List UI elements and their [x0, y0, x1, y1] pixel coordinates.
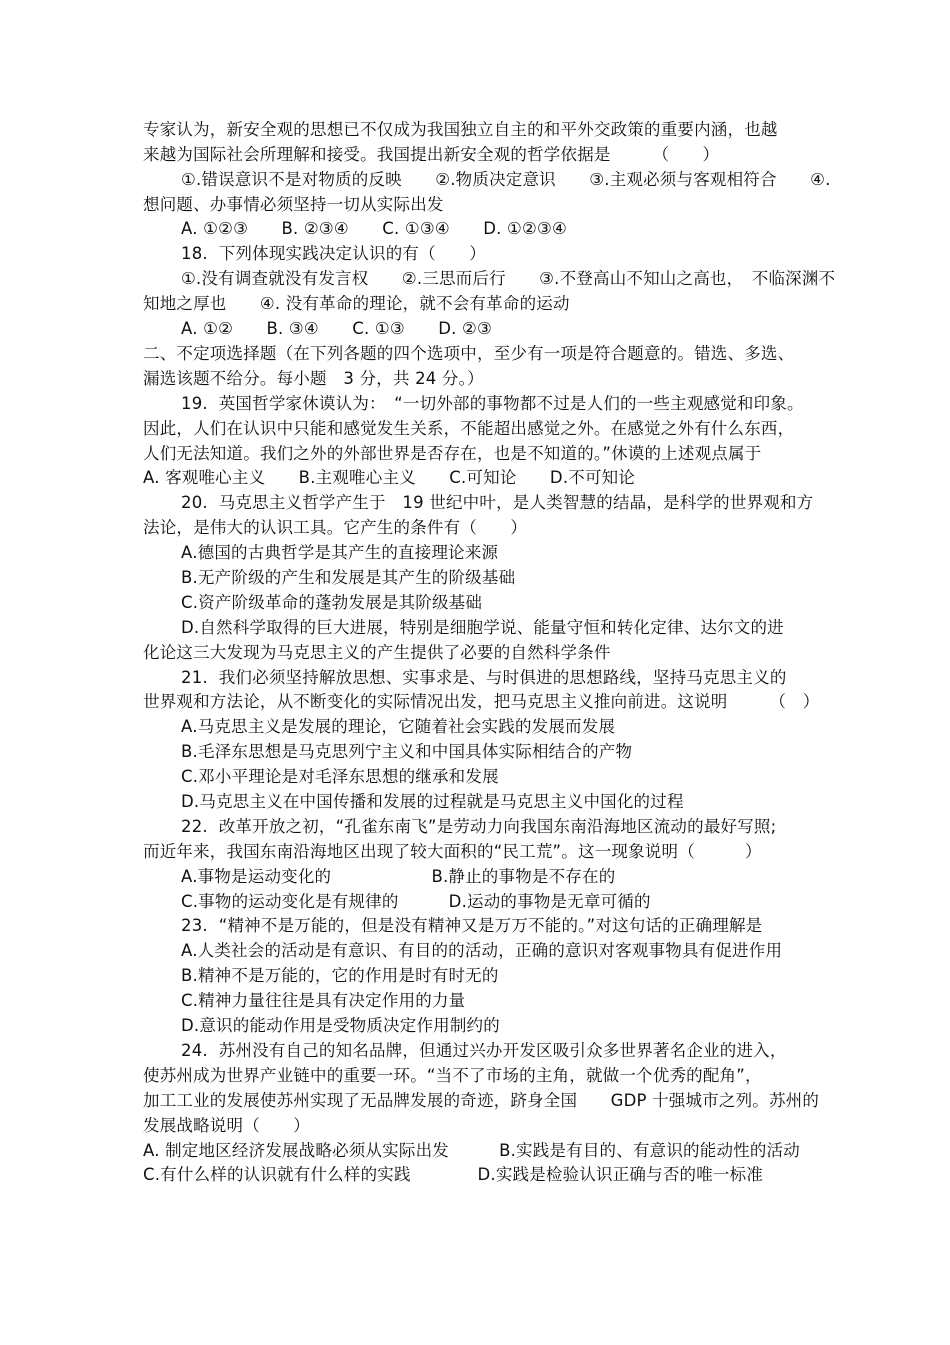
- text-line: 24. 苏州没有自己的知名品牌，但通过兴办开发区吸引众多世界著名企业的进入，: [181, 1041, 787, 1060]
- text-line: 而近年来，我国东南沿海地区出现了较大面积的“民工荒”。这一现象说明（ ）: [143, 842, 762, 861]
- text-line: C.资产阶级革命的蓬勃发展是其阶级基础: [181, 593, 483, 612]
- text-line: 法论，是伟大的认识工具。它产生的条件有（ ）: [143, 518, 528, 537]
- text-line: A. ①②③ B. ②③④ C. ①③④ D. ①②③④: [181, 219, 567, 238]
- text-line: C.精神力量往往是具有决定作用的力量: [181, 991, 466, 1010]
- text-line: A.马克思主义是发展的理论，它随着社会实践的发展而发展: [181, 717, 616, 736]
- text-line: 18. 下列体现实践决定认识的有（ ）: [181, 244, 486, 263]
- text-line: A. 客观唯心主义 B.主观唯心主义 C.可知论 D.不可知论: [143, 468, 636, 487]
- text-line: ①.错误意识不是对物质的反映 ②.物质决定意识 ③.主观必须与客观相符合 ④.: [181, 170, 831, 189]
- text-line: A. ①② B. ③④ C. ①③ D. ②③: [181, 319, 493, 338]
- text-line: 使苏州成为世界产业链中的重要一环。“当不了市场的主角，就做一个优秀的配角”，: [143, 1066, 762, 1085]
- text-line: 22. 改革开放之初，“孔雀东南飞”是劳动力向我国东南沿海地区流动的最好写照;: [181, 817, 777, 836]
- text-line: 人们无法知道。我们之外的外部世界是否存在，也是不知道的。”休谟的上述观点属于: [143, 444, 762, 463]
- text-line: A. 制定地区经济发展战略必须从实际出发 B.实践是有目的、有意识的能动性的活动: [143, 1141, 800, 1160]
- text-line: D.意识的能动作用是受物质决定作用制约的: [181, 1016, 500, 1035]
- text-line: 23. “精神不是万能的，但是没有精神又是万万不能的。”对这句话的正确理解是: [181, 916, 763, 935]
- text-line: 19. 英国哲学家休谟认为： “一切外部的事物都不过是人们的一些主观感觉和印象。: [181, 394, 804, 413]
- text-line: A.事物是运动变化的 B.静止的事物是不存在的: [181, 867, 616, 886]
- text-line: ①.没有调查就没有发言权 ②.三思而后行 ③.不登高山不知山之高也， 不临深渊不: [181, 269, 836, 288]
- text-line: A.人类社会的活动是有意识、有目的的活动，正确的意识对客观事物具有促进作用: [181, 941, 783, 960]
- text-line: B.无产阶级的产生和发展是其产生的阶级基础: [181, 568, 516, 587]
- text-line: 漏选该题不给分。每小题 3 分，共 24 分。）: [143, 369, 484, 388]
- text-line: 想问题、办事情必须坚持一切从实际出发: [143, 195, 444, 214]
- text-line: D.马克思主义在中国传播和发展的过程就是马克思主义中国化的过程: [181, 792, 684, 811]
- text-line: 因此，人们在认识中只能和感觉发生关系，不能超出感觉之外。在感觉之外有什么东西，: [143, 419, 795, 438]
- text-line: 知地之厚也 ④. 没有革命的理论，就不会有革命的运动: [143, 294, 570, 313]
- text-line: 加工工业的发展使苏州实现了无品牌发展的奇迹，跻身全国 GDP 十强城市之列。苏州的: [143, 1091, 820, 1110]
- text-line: A.德国的古典哲学是其产生的直接理论来源: [181, 543, 499, 562]
- text-line: C.事物的运动变化是有规律的 D.运动的事物是无章可循的: [181, 892, 651, 911]
- text-line: B.毛泽东思想是马克思列宁主义和中国具体实际相结合的产物: [181, 742, 633, 761]
- text-line: 20. 马克思主义哲学产生于 19 世纪中叶，是人类智慧的结晶，是科学的世界观和方: [181, 493, 814, 512]
- text-line: 二、不定项选择题（在下列各题的四个选项中，至少有一项是符合题意的。错选、多选、: [143, 344, 795, 363]
- text-line: D.自然科学取得的巨大进展，特别是细胞学说、能量守恒和转化定律、达尔文的进: [181, 618, 784, 637]
- text-line: 化论这三大发现为马克思主义的产生提供了必要的自然科学条件: [143, 643, 611, 662]
- text-line: 来越为国际社会所理解和接受。我国提出新安全观的哲学依据是 （ ）: [143, 145, 720, 164]
- text-line: 发展战略说明（ ）: [143, 1116, 310, 1135]
- text-line: 专家认为，新安全观的思想已不仅成为我国独立自主的和平外交政策的重要内涵，也越: [143, 120, 778, 139]
- text-line: B.精神不是万能的，它的作用是时有时无的: [181, 966, 499, 985]
- text-line: C.邓小平理论是对毛泽东思想的继承和发展: [181, 767, 499, 786]
- text-line: 21. 我们必须坚持解放思想、实事求是、与时俱进的思想路线，坚持马克思主义的: [181, 668, 787, 687]
- text-line: 世界观和方法论，从不断变化的实际情况出发，把马克思主义推向前进。这说明 （ ）: [143, 692, 820, 711]
- text-line: C.有什么样的认识就有什么样的实践 D.实践是检验认识正确与否的唯一标准: [143, 1165, 764, 1184]
